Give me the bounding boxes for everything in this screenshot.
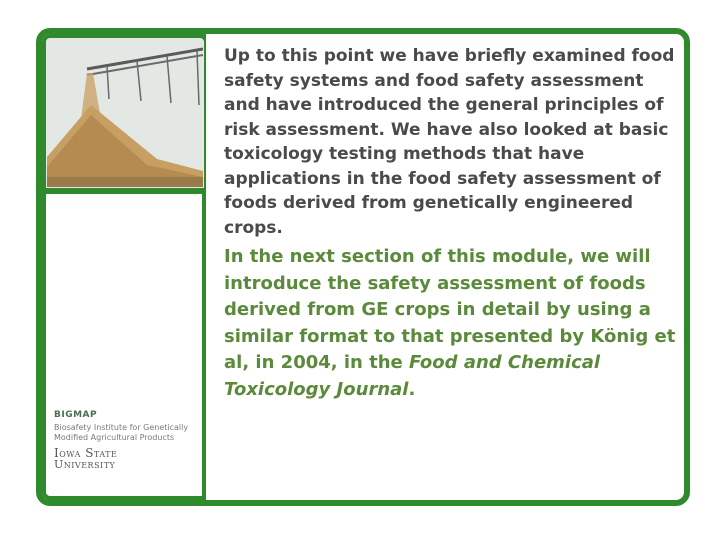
slide-frame (36, 28, 690, 506)
paragraph-end: . (408, 378, 416, 400)
iowa-state-line1: Iowa State (54, 446, 118, 460)
grain-conveyor-illustration (47, 39, 203, 187)
grain-pile-photo (46, 38, 204, 188)
sidebar (42, 34, 206, 500)
next-section-text: In the next section of this module, we will introduce the safety assessment of foods derived from GE crops in detail by using a similar format to that presented by König et al, in 2004, in the (224, 246, 676, 373)
slide-text (224, 44, 676, 403)
intro-paragraph: Up to this point we have briefly examined food safety systems and food safety assessment and have introduced the general principles of risk assessment. We have also looked at basic toxicology testing methods that have applications in the food safety assessment of foods derived from genetically engineered crops. (224, 46, 675, 238)
bigmap-logo-title: BIGMAP (54, 410, 98, 420)
journal-name: Food and Chemical Toxicology Journal (224, 352, 601, 400)
iowa-state-logo (54, 448, 200, 470)
logo-panel (46, 194, 202, 496)
next-section-paragraph (224, 244, 676, 403)
bigmap-logo-subtitle: Biosafety Institute for Genetically Modified Agricultural Products (54, 423, 189, 442)
iowa-state-line2: University (54, 458, 116, 471)
